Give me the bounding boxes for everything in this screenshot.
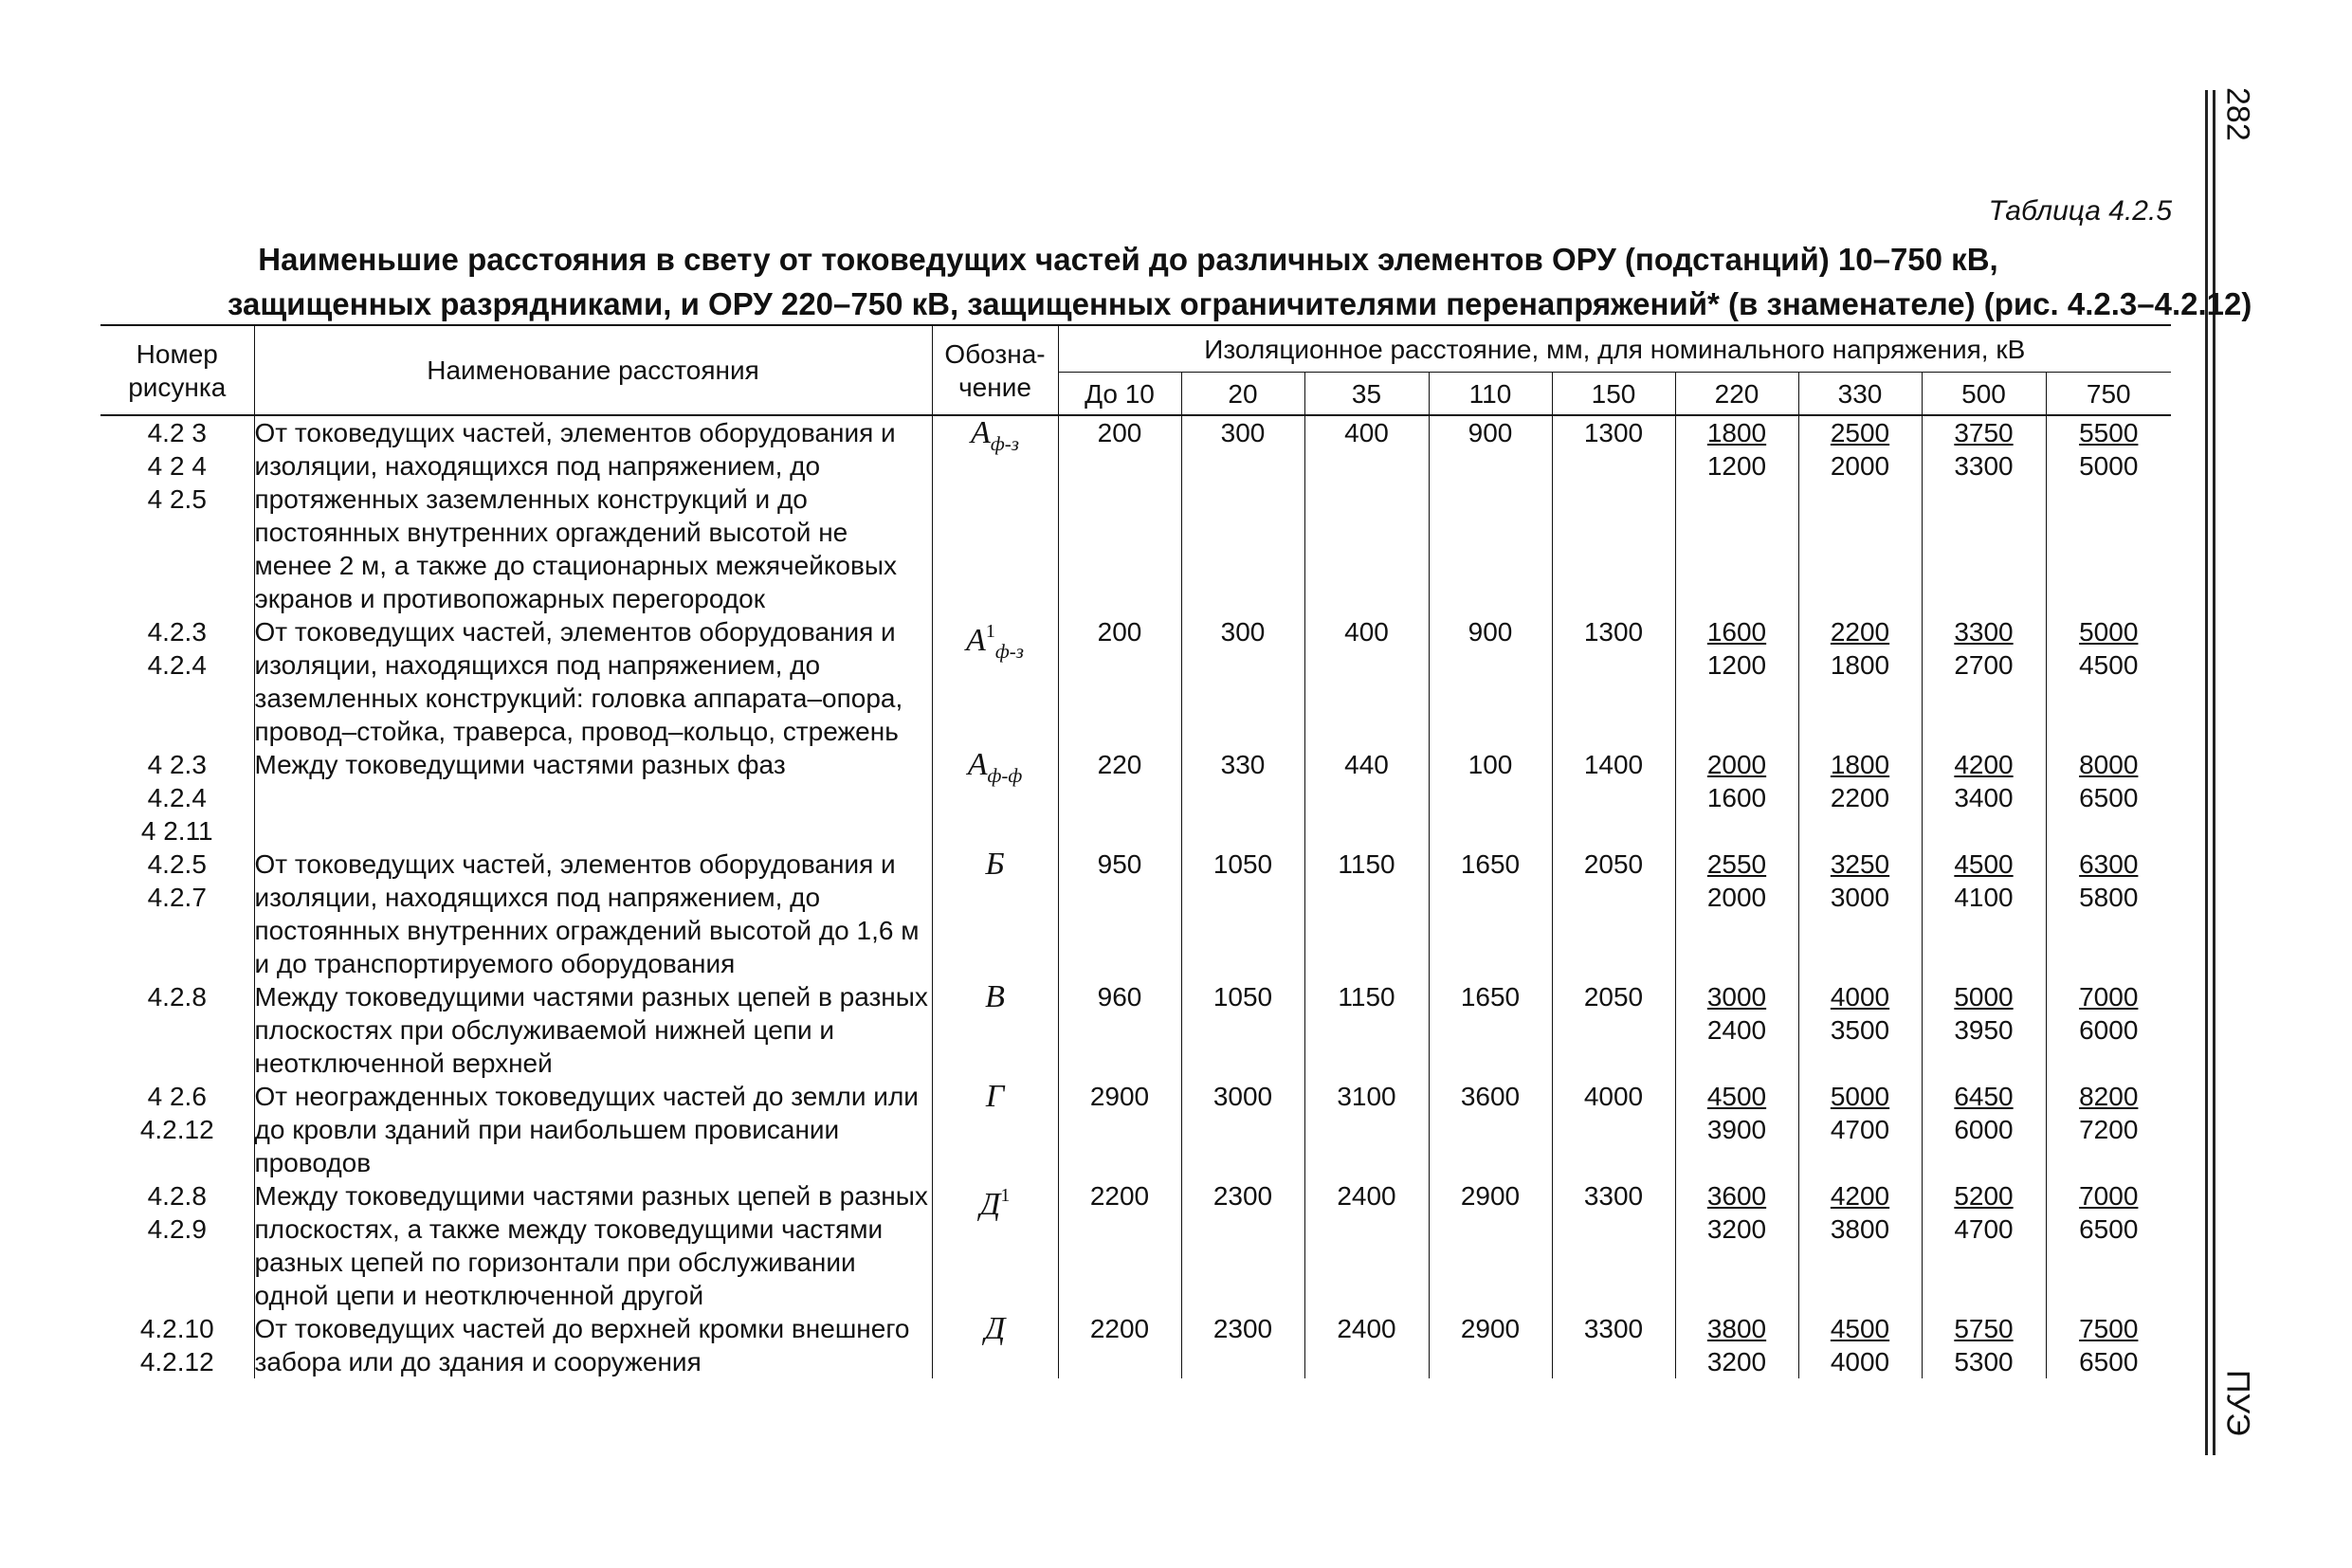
distance-value: 1050 <box>1181 980 1304 1080</box>
distance-fraction <box>1707 1080 1766 1146</box>
distance-value: 3100 <box>1304 1080 1429 1179</box>
distance-value: 220 <box>1058 748 1181 848</box>
designation-subscript: ф-ф <box>987 764 1023 787</box>
distance-value: 200 <box>1058 615 1181 748</box>
fraction-denominator-limiter: 5000 <box>2079 451 2139 481</box>
distance-fraction-cell <box>1922 848 2046 980</box>
distance-value: 2300 <box>1181 1312 1304 1378</box>
distance-description: Между токоведущими частями разных цепей в разных плоскостях при обслуживаемой нижней цепи и неотключенной верхней <box>254 980 932 1080</box>
page-number: 282 <box>2219 86 2256 141</box>
designation-letter: Г <box>985 1079 1005 1114</box>
distance-fraction <box>1831 1080 1889 1146</box>
distance-fraction <box>2079 1179 2138 1246</box>
fraction-numerator-arrester: 5000 <box>1830 1082 1890 1111</box>
figure-number: 4 2.3 <box>147 750 207 779</box>
header-designation-line-1: Обозна- <box>944 338 1046 369</box>
designation-letter: В <box>985 979 1005 1014</box>
distance-fraction <box>1831 748 1889 814</box>
designation-letter: А <box>967 747 988 782</box>
distance-value: 950 <box>1058 848 1181 980</box>
header-voltage-8: 750 <box>2046 373 2171 416</box>
distance-fraction-cell <box>1922 415 2046 615</box>
figure-number: 4.2.12 <box>139 1115 214 1144</box>
fraction-numerator-arrester: 4500 <box>1830 1314 1890 1343</box>
distance-fraction <box>1954 1312 2013 1378</box>
distance-fraction-cell <box>1675 415 1798 615</box>
distance-fraction <box>1707 848 1766 914</box>
fraction-numerator-arrester: 2550 <box>1706 849 1767 879</box>
distance-fraction <box>2079 980 2138 1047</box>
distance-fraction-cell <box>1922 615 2046 748</box>
distance-fraction-cell <box>1922 980 2046 1080</box>
fraction-denominator-limiter: 3400 <box>1954 783 2014 812</box>
figure-numbers-cell <box>100 1312 254 1378</box>
distance-value: 4000 <box>1552 1080 1675 1179</box>
distance-value: 960 <box>1058 980 1181 1080</box>
distance-fraction <box>1831 848 1889 914</box>
fraction-denominator-limiter: 7200 <box>2079 1115 2139 1144</box>
distance-value: 3000 <box>1181 1080 1304 1179</box>
distance-fraction-cell <box>1798 1179 1922 1312</box>
fraction-denominator-limiter: 6500 <box>2079 1214 2139 1244</box>
fraction-numerator-arrester: 5200 <box>1954 1181 2014 1211</box>
fraction-numerator-arrester: 3750 <box>1954 418 2014 447</box>
table-row <box>100 415 2171 615</box>
figure-number: 4.2 3 <box>147 418 207 447</box>
header-voltage-2: 35 <box>1304 373 1429 416</box>
fraction-denominator-limiter: 1200 <box>1706 650 1767 680</box>
distance-value: 2900 <box>1429 1179 1552 1312</box>
distance-value: 440 <box>1304 748 1429 848</box>
distance-value: 300 <box>1181 415 1304 615</box>
designation-symbol <box>932 1080 1058 1179</box>
distance-fraction-cell <box>2046 748 2171 848</box>
distance-value: 2050 <box>1552 848 1675 980</box>
fraction-numerator-arrester: 7500 <box>2079 1314 2139 1343</box>
fraction-numerator-arrester: 4500 <box>1954 849 2014 879</box>
figure-number: 4.2.7 <box>147 883 207 912</box>
distance-value: 400 <box>1304 415 1429 615</box>
distance-fraction <box>1954 416 2013 483</box>
distance-value: 1300 <box>1552 415 1675 615</box>
header-distance-name: Наименование расстояния <box>254 325 932 415</box>
fraction-numerator-arrester: 3600 <box>1706 1181 1767 1211</box>
distance-fraction-cell <box>1675 1179 1798 1312</box>
distance-fraction-cell <box>2046 1080 2171 1179</box>
fraction-numerator-arrester: 8000 <box>2079 750 2139 779</box>
distance-fraction-cell <box>1798 1312 1922 1378</box>
distance-fraction-cell <box>1675 748 1798 848</box>
distance-fraction-cell <box>2046 848 2171 980</box>
distance-value: 1150 <box>1304 980 1429 1080</box>
distance-value: 2400 <box>1304 1179 1429 1312</box>
distance-description: От токоведущих частей, элементов оборудования и изоляции, находящихся под напряжением, до заземленных конструкций: головка аппарата–опора, провод–стойка, траверса, провод–кольцо, стрежень <box>254 615 932 748</box>
fraction-denominator-limiter: 2400 <box>1706 1015 1767 1045</box>
distance-description: От неогражденных токоведущих частей до земли или до кровли зданий при наибольшем провисании проводов <box>254 1080 932 1179</box>
fraction-denominator-limiter: 4700 <box>1830 1115 1890 1144</box>
distance-fraction <box>1831 1312 1889 1378</box>
figure-number: 4.2.12 <box>139 1347 214 1377</box>
fraction-numerator-arrester: 3800 <box>1706 1314 1767 1343</box>
distance-fraction <box>1954 615 2013 682</box>
fraction-numerator-arrester: 2200 <box>1830 617 1890 647</box>
fraction-denominator-limiter: 4100 <box>1954 883 2014 912</box>
header-voltage-6: 330 <box>1798 373 1922 416</box>
fraction-denominator-limiter: 3800 <box>1830 1214 1890 1244</box>
distance-fraction-cell <box>1675 615 1798 748</box>
distance-fraction-cell <box>1675 1080 1798 1179</box>
distance-value: 1050 <box>1181 848 1304 980</box>
header-voltage-0: До 10 <box>1058 373 1181 416</box>
distance-fraction <box>1954 848 2013 914</box>
fraction-denominator-limiter: 4700 <box>1954 1214 2014 1244</box>
header-figure-number <box>100 325 254 415</box>
figure-numbers-cell <box>100 748 254 848</box>
distance-fraction-cell <box>1798 748 1922 848</box>
distance-fraction <box>1831 980 1889 1047</box>
distance-fraction-cell <box>1922 1080 2046 1179</box>
distance-fraction <box>2079 748 2138 814</box>
fraction-numerator-arrester: 1600 <box>1706 617 1767 647</box>
fraction-numerator-arrester: 6450 <box>1954 1082 2014 1111</box>
distance-value: 2200 <box>1058 1179 1181 1312</box>
header-voltage-1: 20 <box>1181 373 1304 416</box>
figure-numbers-cell <box>100 615 254 748</box>
figure-numbers-cell <box>100 415 254 615</box>
designation-symbol <box>932 980 1058 1080</box>
distance-fraction-cell <box>1922 748 2046 848</box>
fraction-denominator-limiter: 1800 <box>1830 650 1890 680</box>
fraction-denominator-limiter: 5800 <box>2079 883 2139 912</box>
distance-value: 900 <box>1429 615 1552 748</box>
table-row <box>100 848 2171 980</box>
distance-fraction <box>1707 1179 1766 1246</box>
designation-symbol <box>932 1179 1058 1312</box>
distance-value: 1150 <box>1304 848 1429 980</box>
distance-value: 1300 <box>1552 615 1675 748</box>
distance-description: От токоведущих частей, элементов оборудования и изоляции, находящихся под напряжением, до протяженных заземленных конструкций и до постоянных внутренних оргаждений высотой не менее 2 м, а также до стационарных межячейковых экранов и противопожарных перегородок <box>254 415 932 615</box>
fraction-numerator-arrester: 2500 <box>1830 418 1890 447</box>
distance-fraction <box>1831 615 1889 682</box>
distance-fraction-cell <box>2046 980 2171 1080</box>
table-row <box>100 1179 2171 1312</box>
distance-value: 1650 <box>1429 980 1552 1080</box>
distance-fraction <box>1707 416 1766 483</box>
distance-value: 2900 <box>1058 1080 1181 1179</box>
table-row <box>100 748 2171 848</box>
figure-number: 4 2 4 <box>147 451 207 481</box>
fraction-numerator-arrester: 5750 <box>1954 1314 2014 1343</box>
fraction-numerator-arrester: 8200 <box>2079 1082 2139 1111</box>
distance-value: 3300 <box>1552 1179 1675 1312</box>
distance-fraction-cell <box>2046 1179 2171 1312</box>
distance-description: Между токоведущими частями разных цепей в разных плоскостях, а также между токоведущими частями разных цепей по горизонтали при обслуживании одной цепи и неотключенной другой <box>254 1179 932 1312</box>
fraction-denominator-limiter: 1200 <box>1706 451 1767 481</box>
distance-fraction <box>2079 1080 2138 1146</box>
distance-fraction-cell <box>1798 415 1922 615</box>
distance-fraction-cell <box>1798 1080 1922 1179</box>
distance-fraction-cell <box>1798 848 1922 980</box>
distance-fraction-cell <box>1798 615 1922 748</box>
distance-fraction <box>1707 615 1766 682</box>
figure-number: 4.2.3 <box>147 617 207 647</box>
figure-number: 4 2.11 <box>140 816 213 846</box>
fraction-denominator-limiter: 4000 <box>1830 1347 1890 1377</box>
distance-value: 330 <box>1181 748 1304 848</box>
designation-superscript: 1 <box>1000 1185 1011 1206</box>
table-label: Таблица 4.2.5 <box>1988 195 2172 227</box>
distance-fraction <box>1954 1179 2013 1246</box>
figure-number: 4.2.5 <box>147 849 207 879</box>
figure-number: 4.2.9 <box>147 1214 207 1244</box>
distance-fraction-cell <box>1675 980 1798 1080</box>
distance-description: От токоведущих частей, элементов оборудования и изоляции, находящихся под напряжением, до постоянных внутренних ограждений высотой до 1,6 м и до транспортируемого оборудования <box>254 848 932 980</box>
designation-symbol <box>932 1312 1058 1378</box>
figure-number: 4.2.8 <box>147 982 207 1012</box>
distance-fraction-cell <box>2046 615 2171 748</box>
distance-value: 400 <box>1304 615 1429 748</box>
table-row <box>100 1080 2171 1179</box>
fraction-numerator-arrester: 7000 <box>2079 1181 2139 1211</box>
designation-subscript: ф-з <box>994 640 1024 663</box>
fraction-denominator-limiter: 3200 <box>1706 1214 1767 1244</box>
distance-fraction-cell <box>1922 1179 2046 1312</box>
distance-fraction-cell <box>2046 415 2171 615</box>
header-voltage-group: Изоляционное расстояние, мм, для номинального напряжения, кВ <box>1058 325 2171 373</box>
fraction-numerator-arrester: 5000 <box>1954 982 2014 1012</box>
header-voltage-3: 110 <box>1429 373 1552 416</box>
designation-symbol <box>932 848 1058 980</box>
distance-fraction <box>2079 615 2138 682</box>
fraction-numerator-arrester: 2000 <box>1706 750 1767 779</box>
distance-value: 100 <box>1429 748 1552 848</box>
fraction-denominator-limiter: 5300 <box>1954 1347 2014 1377</box>
fraction-denominator-limiter: 2000 <box>1830 451 1890 481</box>
table-title-line-1: Наименьшие расстояния в свету от токоведущих частей до различных элементов ОРУ (подстанций) 10–750 кВ, <box>258 242 1998 277</box>
distance-value: 1400 <box>1552 748 1675 848</box>
distance-value: 2400 <box>1304 1312 1429 1378</box>
fraction-denominator-limiter: 6000 <box>2079 1015 2139 1045</box>
designation-letter: Б <box>985 847 1005 882</box>
figure-numbers-cell <box>100 980 254 1080</box>
distance-value: 900 <box>1429 415 1552 615</box>
figure-number: 4 2.6 <box>147 1082 207 1111</box>
figure-numbers-cell <box>100 1080 254 1179</box>
distance-value: 300 <box>1181 615 1304 748</box>
figure-number: 4 2.5 <box>147 484 207 514</box>
table-title <box>228 237 2252 326</box>
figure-number: 4.2.4 <box>147 650 207 680</box>
distance-value: 2300 <box>1181 1179 1304 1312</box>
distance-value: 200 <box>1058 415 1181 615</box>
distance-fraction <box>1707 980 1766 1047</box>
distance-fraction <box>2079 416 2138 483</box>
designation-symbol <box>932 615 1058 748</box>
fraction-denominator-limiter: 2000 <box>1706 883 1767 912</box>
fraction-denominator-limiter: 3300 <box>1954 451 2014 481</box>
designation-symbol <box>932 415 1058 615</box>
table-header <box>100 325 2171 415</box>
header-designation-line-2: чение <box>958 372 1031 402</box>
distance-fraction-cell <box>2046 1312 2171 1378</box>
fraction-denominator-limiter: 6500 <box>2079 783 2139 812</box>
figure-numbers-cell <box>100 848 254 980</box>
distance-value: 2050 <box>1552 980 1675 1080</box>
fraction-denominator-limiter: 3000 <box>1830 883 1890 912</box>
distance-fraction <box>1707 1312 1766 1378</box>
distance-description: От токоведущих частей до верхней кромки внешнего забора или до здания и сооружения <box>254 1312 932 1378</box>
table-row <box>100 1312 2171 1378</box>
clearance-table <box>100 324 2171 1378</box>
distance-value: 1650 <box>1429 848 1552 980</box>
fraction-denominator-limiter: 3950 <box>1954 1015 2014 1045</box>
designation-superscript: 1 <box>985 621 995 642</box>
header-figure-number-line-1: Номер <box>136 338 218 369</box>
distance-fraction-cell <box>1922 1312 2046 1378</box>
distance-fraction <box>2079 1312 2138 1378</box>
designation-letter: А <box>966 623 986 658</box>
distance-fraction <box>1707 748 1766 814</box>
distance-fraction-cell <box>1675 1312 1798 1378</box>
fraction-numerator-arrester: 4500 <box>1706 1082 1767 1111</box>
fraction-numerator-arrester: 4200 <box>1830 1181 1890 1211</box>
table-title-line-2: защищенных разрядниками, и ОРУ 220–750 кВ, защищенных ограничителями перенапряжений* (в знаменателе) (рис. 4.2.3–4.2.12) <box>228 286 2252 321</box>
distance-fraction <box>1831 1179 1889 1246</box>
fraction-numerator-arrester: 4000 <box>1830 982 1890 1012</box>
distance-fraction <box>2079 848 2138 914</box>
fraction-denominator-limiter: 3500 <box>1830 1015 1890 1045</box>
table-body <box>100 415 2171 1378</box>
fraction-numerator-arrester: 1800 <box>1706 418 1767 447</box>
distance-value: 3600 <box>1429 1080 1552 1179</box>
distance-fraction <box>1954 748 2013 814</box>
header-figure-number-line-2: рисунка <box>128 372 227 402</box>
fraction-numerator-arrester: 3300 <box>1954 617 2014 647</box>
figure-numbers-cell <box>100 1179 254 1312</box>
header-designation <box>932 325 1058 415</box>
designation-subscript: ф-з <box>990 432 1019 455</box>
designation-letter: А <box>971 415 991 450</box>
fraction-numerator-arrester: 6300 <box>2079 849 2139 879</box>
series-label: ПУЭ <box>2219 1370 2256 1436</box>
header-voltage-4: 150 <box>1552 373 1675 416</box>
fraction-numerator-arrester: 4200 <box>1954 750 2014 779</box>
fraction-denominator-limiter: 6500 <box>2079 1347 2139 1377</box>
fraction-denominator-limiter: 3900 <box>1706 1115 1767 1144</box>
fraction-denominator-limiter: 4500 <box>2079 650 2139 680</box>
distance-fraction-cell <box>1675 848 1798 980</box>
fraction-denominator-limiter: 2200 <box>1830 783 1890 812</box>
distance-description: Между токоведущими частями разных фаз <box>254 748 932 848</box>
fraction-numerator-arrester: 5500 <box>2079 418 2139 447</box>
figure-number: 4.2.4 <box>147 783 207 812</box>
table-row <box>100 615 2171 748</box>
fraction-denominator-limiter: 2700 <box>1954 650 2014 680</box>
distance-fraction <box>1954 980 2013 1047</box>
distance-value: 3300 <box>1552 1312 1675 1378</box>
fraction-numerator-arrester: 7000 <box>2079 982 2139 1012</box>
distance-value: 2200 <box>1058 1312 1181 1378</box>
fraction-denominator-limiter: 3200 <box>1706 1347 1767 1377</box>
designation-symbol <box>932 748 1058 848</box>
header-voltage-7: 500 <box>1922 373 2046 416</box>
fraction-numerator-arrester: 1800 <box>1830 750 1890 779</box>
fraction-numerator-arrester: 5000 <box>2079 617 2139 647</box>
distance-fraction <box>1954 1080 2013 1146</box>
distance-fraction <box>1831 416 1889 483</box>
fraction-numerator-arrester: 3000 <box>1706 982 1767 1012</box>
header-voltage-5: 220 <box>1675 373 1798 416</box>
fraction-numerator-arrester: 3250 <box>1830 849 1890 879</box>
table-row <box>100 980 2171 1080</box>
designation-letter: Д <box>979 1187 1001 1222</box>
figure-number: 4.2.10 <box>139 1314 214 1343</box>
fraction-denominator-limiter: 6000 <box>1954 1115 2014 1144</box>
distance-value: 2900 <box>1429 1312 1552 1378</box>
designation-letter: Д <box>984 1311 1006 1346</box>
fraction-denominator-limiter: 1600 <box>1706 783 1767 812</box>
figure-number: 4.2.8 <box>147 1181 207 1211</box>
distance-fraction-cell <box>1798 980 1922 1080</box>
